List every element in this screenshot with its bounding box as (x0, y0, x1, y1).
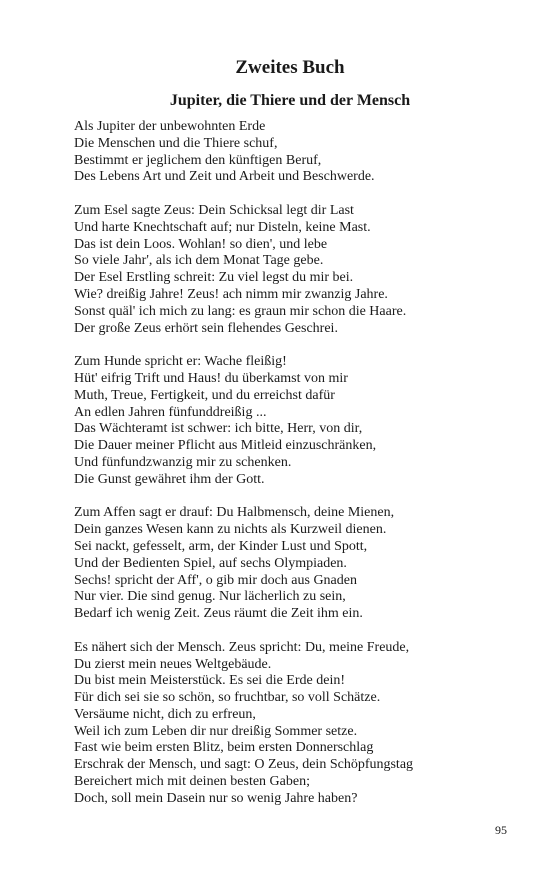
poem-title: Jupiter, die Thiere und der Mensch (169, 92, 411, 109)
poem-line: Und fünfundzwanzig mir zu schenken. (74, 454, 292, 470)
poem-line: Als Jupiter der unbewohnten Erde (74, 119, 266, 134)
poem-line: Du zierst mein neues Weltgebäude. (74, 656, 272, 672)
poem-line: Weil ich zum Leben dir nur dreißig Sommer setze. (74, 723, 358, 739)
poem-line: Zum Affen sagt er drauf: Du Halbmensch, deine Mienen, (74, 505, 395, 521)
stanza (74, 505, 474, 623)
poem-line: Nur vier. Die sind genug. Nur lächerlich zu sein, (74, 589, 346, 605)
poem-line: Der Esel Erstling schreit: Zu viel legst du mir bei. (74, 270, 354, 286)
poem-line: Bedarf ich wenig Zeit. Zeus räumt die Zeit ihm ein. (74, 606, 363, 622)
poem-line: An edlen Jahren fünfunddreißig ... (74, 404, 267, 420)
stanza (74, 640, 474, 808)
poem-line: Die Dauer meiner Pflicht aus Mitleid einzuschränken, (74, 438, 377, 454)
poem-line: Bestimmt er jeglichem den künftigen Beruf, (74, 152, 322, 168)
poem-body (74, 119, 474, 824)
poem-line: Wie? dreißig Jahre! Zeus! ach nimm mir zwanzig Jahre. (74, 286, 388, 302)
poem-line: Der große Zeus erhört sein flehendes Geschrei. (74, 320, 338, 336)
poem-line: Und harte Knechtschaft auf; nur Disteln, keine Mast. (74, 219, 371, 235)
poem-line: Bereichert mich mit deinen besten Gaben; (74, 774, 310, 790)
poem-line: Muth, Treue, Fertigkeit, und du erreichst dafür (74, 387, 335, 403)
poem-line: Doch, soll mein Dasein nur so wenig Jahre haben? (74, 790, 358, 806)
poem-line: So viele Jahr', als ich dem Monat Tage gebe. (74, 253, 324, 269)
poem-line: Es nähert sich der Mensch. Zeus spricht: Du, meine Freude, (74, 639, 410, 655)
poem-line: Du bist mein Meisterstück. Es sei die Erde dein! (74, 673, 345, 689)
poem-line: Hüt' eifrig Trift und Haus! du überkamst von mir (74, 370, 348, 386)
stanza (74, 203, 474, 337)
poem-line: Für dich sei sie so schön, so fruchtbar, so voll Schätze. (74, 690, 381, 706)
poem-line: Sechs! spricht der Aff', o gib mir doch aus Gnaden (74, 572, 357, 588)
poem-line: Zum Esel sagte Zeus: Dein Schicksal legt dir Last (74, 202, 354, 218)
stanza (74, 119, 474, 186)
poem-line: Die Menschen und die Thiere schuf, (74, 135, 278, 151)
page-number: 95 (495, 823, 507, 837)
book-title: Zweites Buch (235, 57, 345, 78)
poem-line: Sonst quäl' ich mich zu lang: es graun mir schon die Haare. (74, 303, 407, 319)
poem-line: Dein ganzes Wesen kann zu nichts als Kurzweil dienen. (74, 522, 387, 538)
stanza (74, 354, 474, 488)
poem-line: Die Gunst gewähret ihm der Gott. (74, 471, 265, 487)
poem-line: Das ist dein Loos. Wohlan! so dien', und lebe (74, 236, 328, 252)
poem-line: Fast wie beim ersten Blitz, beim ersten Donnerschlag (74, 740, 374, 756)
poem-line: Und der Bedienten Spiel, auf sechs Olympiaden. (74, 555, 347, 571)
poem-line: Sei nackt, gefesselt, arm, der Kinder Lust und Spott, (74, 538, 368, 554)
poem-line: Zum Hunde spricht er: Wache fleißig! (74, 354, 287, 370)
poem-line: Des Lebens Art und Zeit und Arbeit und Beschwerde. (74, 169, 375, 185)
poem-line: Erschrak der Mensch, und sagt: O Zeus, dein Schöpfungstag (74, 757, 414, 773)
poem-line: Versäume nicht, dich zu erfreun, (74, 706, 256, 722)
poem-line: Das Wächteramt ist schwer: ich bitte, Herr, von dir, (74, 421, 363, 437)
